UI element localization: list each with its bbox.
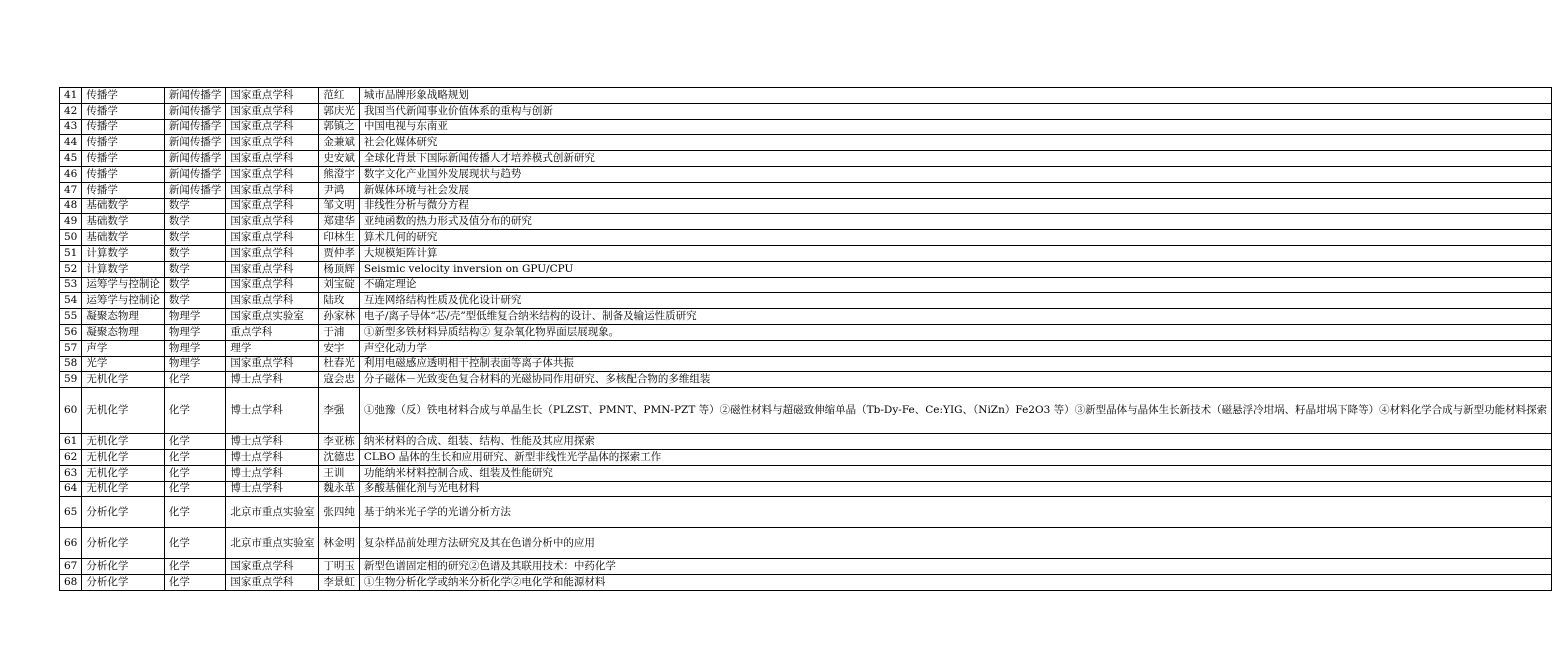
name-cell: 杨顶辉 (319, 261, 360, 277)
row-number: 45 (60, 151, 82, 167)
level-cell: 北京市重点实验室 (226, 497, 319, 528)
topic-cell: 亚纯函数的热力形式及值分布的研究 (359, 214, 1551, 230)
row-number: 54 (60, 293, 82, 309)
row-number: 49 (60, 214, 82, 230)
name-cell: 李景虹 (319, 575, 360, 591)
discipline-cell: 计算数学 (82, 245, 165, 261)
table-row (60, 481, 1552, 497)
discipline-cell: 无机化学 (82, 388, 165, 434)
category-cell: 数学 (164, 230, 226, 246)
table-row (60, 103, 1552, 119)
category-cell: 数学 (164, 245, 226, 261)
topic-cell: 社会化媒体研究 (359, 135, 1551, 151)
category-cell: 新闻传播学 (164, 166, 226, 182)
topic-cell: 大规模矩阵计算 (359, 245, 1551, 261)
topic-cell: ①弛豫（反）铁电材料合成与单晶生长（PLZST、PMNT、PMN-PZT 等）②磁性材料与超磁致伸缩单晶（Tb-Dy-Fe、Ce:YIG、（NiZn）Fe2O3 等）③新型晶体与晶体生长新技术（磁悬浮冷坩埚、籽晶坩埚下降等）④材料化学合成与新型功能材料探索 (359, 388, 1551, 434)
table-row (60, 372, 1552, 388)
level-cell: 国家重点学科 (226, 356, 319, 372)
category-cell: 化学 (164, 372, 226, 388)
table-row (60, 559, 1552, 575)
category-cell: 化学 (164, 575, 226, 591)
level-cell: 国家重点学科 (226, 103, 319, 119)
name-cell: 范红 (319, 88, 360, 104)
topic-cell: 利用电磁感应透明相干控制表面等离子体共振 (359, 356, 1551, 372)
level-cell: 国家重点学科 (226, 559, 319, 575)
topic-cell: Seismic velocity inversion on GPU/CPU (359, 261, 1551, 277)
table-row (60, 214, 1552, 230)
level-cell: 国家重点学科 (226, 182, 319, 198)
level-cell: 国家重点学科 (226, 230, 319, 246)
category-cell: 新闻传播学 (164, 88, 226, 104)
topic-cell: 互连网络结构性质及优化设计研究 (359, 293, 1551, 309)
table-row (60, 356, 1552, 372)
discipline-cell: 传播学 (82, 103, 165, 119)
row-number: 42 (60, 103, 82, 119)
table-row (60, 575, 1552, 591)
row-number: 58 (60, 356, 82, 372)
name-cell: 刘宝碇 (319, 277, 360, 293)
table-row (60, 434, 1552, 450)
category-cell: 新闻传播学 (164, 151, 226, 167)
topic-cell: 纳米材料的合成、组装、结构、性能及其应用探索 (359, 434, 1551, 450)
level-cell: 国家重点学科 (226, 261, 319, 277)
discipline-cell: 凝聚态物理 (82, 309, 165, 325)
level-cell: 博士点学科 (226, 465, 319, 481)
level-cell: 国家重点学科 (226, 277, 319, 293)
discipline-cell: 运筹学与控制论 (82, 293, 165, 309)
row-number: 62 (60, 449, 82, 465)
table-row (60, 449, 1552, 465)
name-cell: 林金明 (319, 528, 360, 559)
discipline-cell: 基础数学 (82, 214, 165, 230)
level-cell: 国家重点学科 (226, 575, 319, 591)
row-number: 65 (60, 497, 82, 528)
topic-cell: ①新型多铁材料异质结构② 复杂氧化物界面层展现象。 (359, 324, 1551, 340)
topic-cell: 电子/离子导体“芯/壳”型低维复合纳米结构的设计、制备及输运性质研究 (359, 309, 1551, 325)
category-cell: 数学 (164, 261, 226, 277)
table-row (60, 465, 1552, 481)
category-cell: 数学 (164, 214, 226, 230)
topic-cell: 算术几何的研究 (359, 230, 1551, 246)
discipline-cell: 计算数学 (82, 261, 165, 277)
table-row (60, 497, 1552, 528)
topic-cell: 非线性分析与微分方程 (359, 198, 1551, 214)
name-cell: 郑建华 (319, 214, 360, 230)
category-cell: 化学 (164, 481, 226, 497)
row-number: 52 (60, 261, 82, 277)
discipline-cell: 基础数学 (82, 198, 165, 214)
table-row (60, 135, 1552, 151)
category-cell: 新闻传播学 (164, 135, 226, 151)
table-row (60, 293, 1552, 309)
topic-cell: 分子磁体－光致变色复合材料的光磁协同作用研究、多核配合物的多维组装 (359, 372, 1551, 388)
table-row (60, 198, 1552, 214)
topic-cell: 基于纳米光子学的光谱分析方法 (359, 497, 1551, 528)
level-cell: 博士点学科 (226, 449, 319, 465)
name-cell: 熊澄宇 (319, 166, 360, 182)
table-row (60, 88, 1552, 104)
category-cell: 化学 (164, 497, 226, 528)
name-cell: 印林生 (319, 230, 360, 246)
discipline-cell: 无机化学 (82, 481, 165, 497)
discipline-cell: 传播学 (82, 119, 165, 135)
name-cell: 史安斌 (319, 151, 360, 167)
name-cell: 李亚栋 (319, 434, 360, 450)
category-cell: 新闻传播学 (164, 182, 226, 198)
level-cell: 国家重点学科 (226, 166, 319, 182)
topic-cell: 数字文化产业国外发展现状与趋势 (359, 166, 1551, 182)
level-cell: 博士点学科 (226, 434, 319, 450)
category-cell: 数学 (164, 293, 226, 309)
category-cell: 化学 (164, 465, 226, 481)
row-number: 41 (60, 88, 82, 104)
level-cell: 国家重点学科 (226, 293, 319, 309)
level-cell: 国家重点学科 (226, 119, 319, 135)
name-cell: 丁明玉 (319, 559, 360, 575)
discipline-cell: 传播学 (82, 151, 165, 167)
discipline-cell: 分析化学 (82, 575, 165, 591)
category-cell: 化学 (164, 559, 226, 575)
table-body (60, 88, 1552, 591)
topic-cell: 多酸基催化剂与光电材料 (359, 481, 1551, 497)
name-cell: 郭庆光 (319, 103, 360, 119)
level-cell: 国家重点学科 (226, 214, 319, 230)
level-cell: 国家重点学科 (226, 151, 319, 167)
topic-cell: 我国当代新闻事业价值体系的重构与创新 (359, 103, 1551, 119)
category-cell: 数学 (164, 277, 226, 293)
discipline-cell: 传播学 (82, 88, 165, 104)
category-cell: 物理学 (164, 324, 226, 340)
row-number: 43 (60, 119, 82, 135)
table-row (60, 528, 1552, 559)
topic-cell: 全球化背景下国际新闻传播人才培养模式创新研究 (359, 151, 1551, 167)
row-number: 59 (60, 372, 82, 388)
discipline-cell: 运筹学与控制论 (82, 277, 165, 293)
name-cell: 沈德忠 (319, 449, 360, 465)
table-row (60, 388, 1552, 434)
table-row (60, 230, 1552, 246)
discipline-cell: 无机化学 (82, 434, 165, 450)
table-row (60, 340, 1552, 356)
discipline-cell: 凝聚态物理 (82, 324, 165, 340)
table-row (60, 119, 1552, 135)
row-number: 57 (60, 340, 82, 356)
table-row (60, 309, 1552, 325)
name-cell: 安宇 (319, 340, 360, 356)
discipline-cell: 传播学 (82, 166, 165, 182)
table-row (60, 245, 1552, 261)
row-number: 67 (60, 559, 82, 575)
category-cell: 物理学 (164, 340, 226, 356)
topic-cell: ①生物分析化学或纳米分析化学②电化学和能源材料 (359, 575, 1551, 591)
level-cell: 国家重点学科 (226, 245, 319, 261)
discipline-cell: 分析化学 (82, 528, 165, 559)
name-cell: 李强 (319, 388, 360, 434)
category-cell: 化学 (164, 528, 226, 559)
topic-cell: 新媒体环境与社会发展 (359, 182, 1551, 198)
name-cell: 于浦 (319, 324, 360, 340)
name-cell: 寇会忠 (319, 372, 360, 388)
level-cell: 重点学科 (226, 324, 319, 340)
category-cell: 化学 (164, 388, 226, 434)
row-number: 63 (60, 465, 82, 481)
discipline-cell: 声学 (82, 340, 165, 356)
discipline-cell: 光学 (82, 356, 165, 372)
name-cell: 金兼斌 (319, 135, 360, 151)
category-cell: 数学 (164, 198, 226, 214)
name-cell: 王训 (319, 465, 360, 481)
name-cell: 孙家林 (319, 309, 360, 325)
row-number: 68 (60, 575, 82, 591)
name-cell: 尹鸿 (319, 182, 360, 198)
name-cell: 魏永革 (319, 481, 360, 497)
discipline-cell: 分析化学 (82, 559, 165, 575)
discipline-cell: 无机化学 (82, 465, 165, 481)
name-cell: 郭镇之 (319, 119, 360, 135)
row-number: 64 (60, 481, 82, 497)
topic-cell: 新型色谱固定相的研究②色谱及其联用技术：中药化学 (359, 559, 1551, 575)
row-number: 46 (60, 166, 82, 182)
row-number: 66 (60, 528, 82, 559)
row-number: 51 (60, 245, 82, 261)
level-cell: 博士点学科 (226, 388, 319, 434)
topic-cell: 中国电视与东南亚 (359, 119, 1551, 135)
category-cell: 新闻传播学 (164, 103, 226, 119)
topic-cell: CLBO 晶体的生长和应用研究、新型非线性光学晶体的探索工作 (359, 449, 1551, 465)
row-number: 48 (60, 198, 82, 214)
topic-cell: 复杂样品前处理方法研究及其在色谱分析中的应用 (359, 528, 1551, 559)
table-row (60, 151, 1552, 167)
level-cell: 国家重点学科 (226, 198, 319, 214)
table-row (60, 166, 1552, 182)
row-number: 60 (60, 388, 82, 434)
row-number: 50 (60, 230, 82, 246)
discipline-cell: 传播学 (82, 182, 165, 198)
level-cell: 国家重点实验室 (226, 309, 319, 325)
category-cell: 新闻传播学 (164, 119, 226, 135)
table-row (60, 324, 1552, 340)
discipline-cell: 基础数学 (82, 230, 165, 246)
level-cell: 北京市重点实验室 (226, 528, 319, 559)
category-cell: 化学 (164, 434, 226, 450)
row-number: 47 (60, 182, 82, 198)
name-cell: 贾仲孝 (319, 245, 360, 261)
topic-cell: 城市品牌形象战略规划 (359, 88, 1551, 104)
row-number: 53 (60, 277, 82, 293)
discipline-cell: 无机化学 (82, 449, 165, 465)
level-cell: 博士点学科 (226, 372, 319, 388)
level-cell: 博士点学科 (226, 481, 319, 497)
row-number: 55 (60, 309, 82, 325)
category-cell: 物理学 (164, 356, 226, 372)
discipline-cell: 分析化学 (82, 497, 165, 528)
topic-cell: 功能纳米材料控制合成、组装及性能研究 (359, 465, 1551, 481)
name-cell: 陆玫 (319, 293, 360, 309)
name-cell: 杜春光 (319, 356, 360, 372)
topic-cell: 声空化动力学 (359, 340, 1551, 356)
row-number: 56 (60, 324, 82, 340)
row-number: 44 (60, 135, 82, 151)
level-cell: 国家重点学科 (226, 88, 319, 104)
discipline-cell: 传播学 (82, 135, 165, 151)
table-row (60, 277, 1552, 293)
name-cell: 邹文明 (319, 198, 360, 214)
discipline-table (59, 87, 1552, 591)
table-row (60, 182, 1552, 198)
category-cell: 物理学 (164, 309, 226, 325)
discipline-cell: 无机化学 (82, 372, 165, 388)
topic-cell: 不确定理论 (359, 277, 1551, 293)
name-cell: 张四纯 (319, 497, 360, 528)
level-cell: 国家重点学科 (226, 135, 319, 151)
level-cell: 理学 (226, 340, 319, 356)
category-cell: 化学 (164, 449, 226, 465)
table-row (60, 261, 1552, 277)
row-number: 61 (60, 434, 82, 450)
